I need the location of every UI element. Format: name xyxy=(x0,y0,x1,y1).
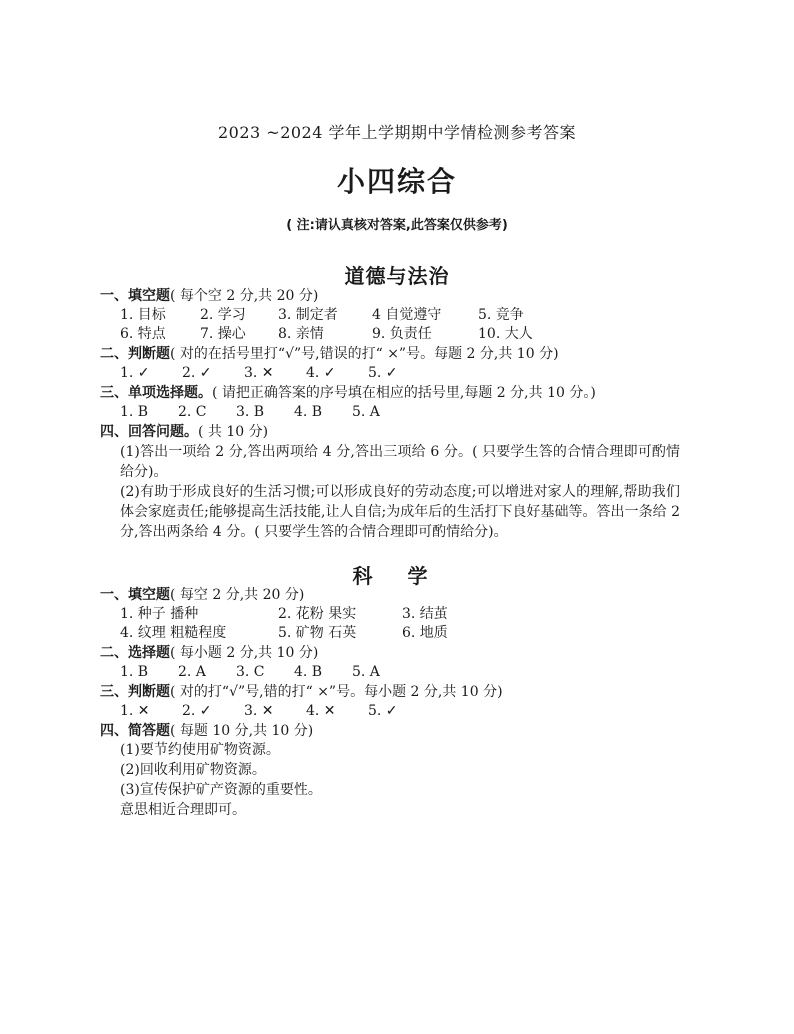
section-desc: ( 共 10 分) xyxy=(198,424,269,440)
answer-item: 1. B xyxy=(120,404,149,420)
moral-section-1-row-2 xyxy=(120,325,720,344)
moral-section-1-heading xyxy=(100,287,720,306)
answer-item: 9. 负责任 xyxy=(372,326,432,342)
moral-section-3-row xyxy=(120,403,720,422)
science-section-1-row-2 xyxy=(120,624,720,643)
answer-item: 4 自觉遵守 xyxy=(372,307,442,323)
answer-item: 2. A xyxy=(178,664,206,680)
moral-section-2-heading xyxy=(100,345,720,364)
section-label: 四、回答问题。 xyxy=(100,424,198,440)
answer-item: 7. 操心 xyxy=(200,326,246,342)
section-desc: ( 每题 10 分,共 10 分) xyxy=(170,723,314,739)
answer-item: 6. 地质 xyxy=(402,625,448,641)
page-title: 小四综合 xyxy=(336,165,457,198)
section-label: 一、填空题 xyxy=(100,288,170,304)
answer-item: 10. 大人 xyxy=(478,326,533,342)
answer-item: 4. ✕ xyxy=(306,703,336,719)
answer-item: 4. B xyxy=(294,404,323,420)
subject-title-moral: 道德与法治 xyxy=(344,264,450,288)
answer-item: 3. C xyxy=(236,664,265,680)
moral-section-4-heading xyxy=(100,423,720,442)
science-answer-line-2: (2)回收利用矿物资源。 xyxy=(120,762,266,778)
science-section-3-heading xyxy=(100,683,720,702)
section-label: 三、单项选择题。 xyxy=(100,385,212,401)
science-section-2-row xyxy=(120,663,720,682)
answer-item: 4. ✓ xyxy=(306,365,336,381)
science-section-4-heading xyxy=(100,722,720,741)
science-section-3-row xyxy=(120,702,720,721)
section-label: 二、判断题 xyxy=(100,346,170,362)
answer-item: 3. ✕ xyxy=(244,703,274,719)
answer-item: 5. A xyxy=(352,404,380,420)
moral-section-2-row xyxy=(120,364,720,383)
answer-item: 2. C xyxy=(178,404,207,420)
answer-item: 2. 花粉 果实 xyxy=(278,606,357,622)
section-label: 四、简答题 xyxy=(100,723,170,739)
section-label: 三、判断题 xyxy=(100,684,170,700)
section-label: 二、选择题 xyxy=(100,645,170,661)
answer-item: 1. ✓ xyxy=(120,365,150,381)
answer-item: 3. B xyxy=(236,404,265,420)
section-desc: ( 每小题 2 分,共 10 分) xyxy=(170,645,319,661)
section-desc: ( 每个空 2 分,共 20 分) xyxy=(170,288,319,304)
science-section-2-heading xyxy=(100,644,720,663)
answer-item: 8. 亲情 xyxy=(278,326,324,342)
answer-item: 4. B xyxy=(294,664,323,680)
answer-item: 2. ✓ xyxy=(182,703,212,719)
answer-item: 5. 矿物 石英 xyxy=(278,625,357,641)
subject-title-science: 科 学 xyxy=(352,564,442,588)
answer-item: 3. 结茧 xyxy=(402,606,448,622)
section-label: 一、填空题 xyxy=(100,587,170,603)
section-desc: ( 对的打“√”号,错的打“ ×”号。每小题 2 分,共 10 分) xyxy=(170,684,503,700)
answer-item: 5. ✓ xyxy=(368,365,398,381)
section-desc: ( 对的在括号里打“√”号,错误的打“ ×”号。每题 2 分,共 10 分) xyxy=(170,346,559,362)
answer-item: 1. 种子 播种 xyxy=(120,606,199,622)
science-section-1-row-1 xyxy=(120,605,720,624)
science-answer-line-1: (1)要节约使用矿物资源。 xyxy=(120,742,280,758)
moral-section-1-row-1 xyxy=(120,306,720,325)
answer-item: 5. 竞争 xyxy=(478,307,524,323)
moral-answer-paragraph-1: (1)答出一项给 2 分,答出两项给 4 分,答出三项给 6 分。( 只要学生答的合情合理即可酌情给分)。 xyxy=(120,444,680,480)
answer-item: 1. ✕ xyxy=(120,703,150,719)
answer-item: 4. 纹理 粗糙程度 xyxy=(120,625,227,641)
answer-item: 5. A xyxy=(352,664,380,680)
moral-section-3-heading xyxy=(100,384,720,403)
answer-item: 3. ✕ xyxy=(244,365,274,381)
section-desc: ( 请把正确答案的序号填在相应的括号里,每题 2 分,共 10 分。) xyxy=(212,385,596,401)
note: ( 注:请认真核对答案,此答案仅供参考) xyxy=(286,218,508,233)
answer-item: 2. ✓ xyxy=(182,365,212,381)
answer-item: 5. ✓ xyxy=(368,703,398,719)
exam-line: 2023 ~2024 学年上学期期中学情检测参考答案 xyxy=(217,123,577,142)
science-answer-line-3: (3)宣传保护矿产资源的重要性。 xyxy=(120,782,322,798)
moral-answer-paragraph-2: (2)有助于形成良好的生活习惯;可以形成良好的劳动态度;可以增进对家人的理解,帮助我们体会家庭责任;能够提高生活技能,让人自信;为成年后的生活打下良好基础等。答出一条给 2 分,答出两条给 4 分。( 只要学生答的合情合理即可酌情给分)。 xyxy=(120,484,680,540)
answer-item: 3. 制定者 xyxy=(278,307,338,323)
answer-item: 1. B xyxy=(120,664,149,680)
science-section-1-heading xyxy=(100,586,720,605)
answer-item: 6. 特点 xyxy=(120,326,166,342)
answer-item: 1. 目标 xyxy=(120,307,166,323)
section-desc: ( 每空 2 分,共 20 分) xyxy=(170,587,305,603)
science-answer-line-4: 意思相近合理即可。 xyxy=(120,802,246,818)
answer-item: 2. 学习 xyxy=(200,307,246,323)
